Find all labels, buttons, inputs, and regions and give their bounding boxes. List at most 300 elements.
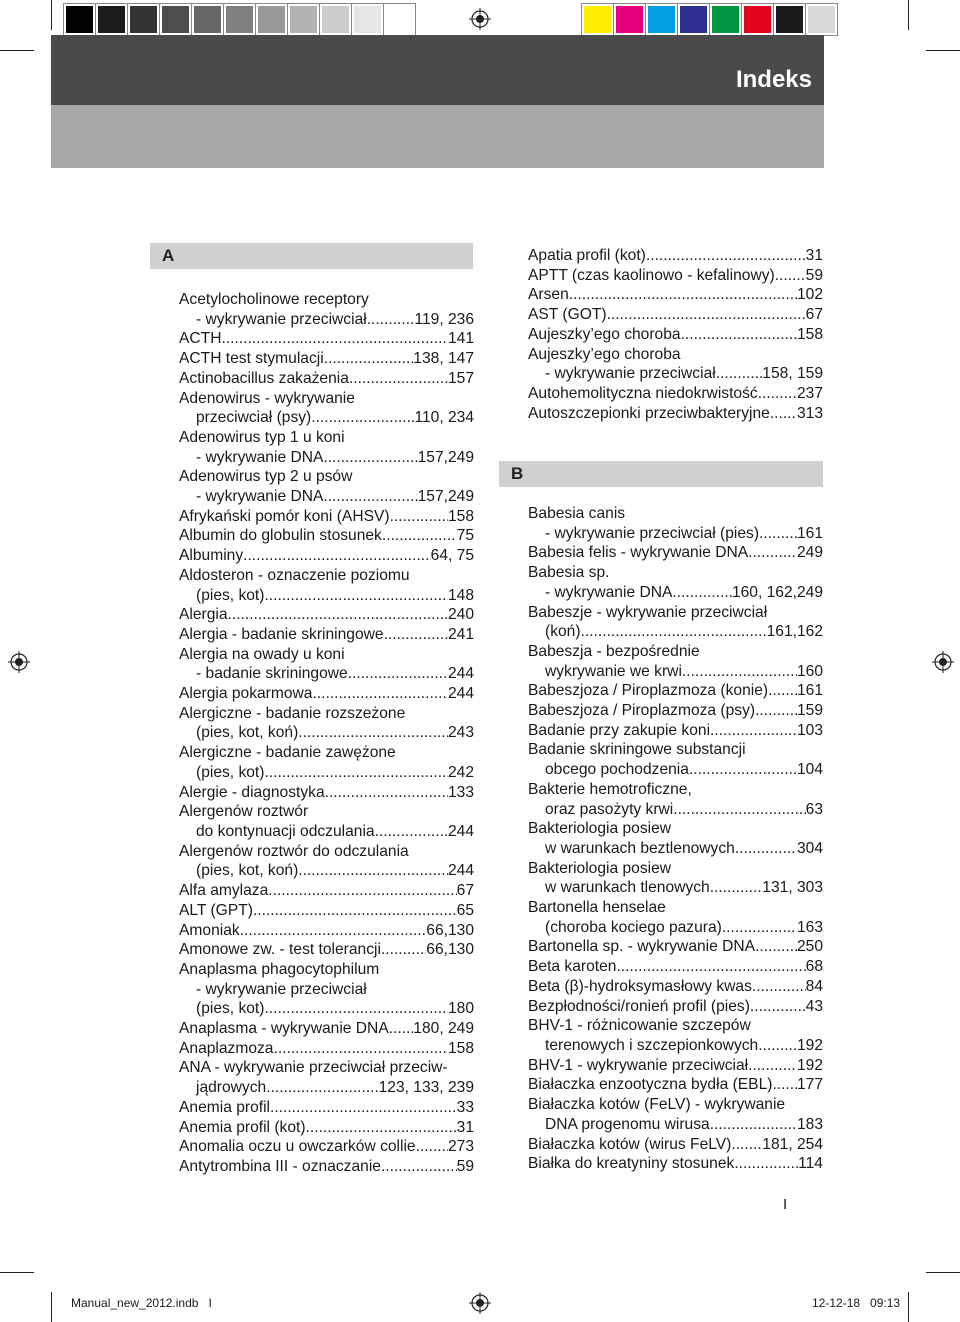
entry-term: Autohemolityczna niedokrwistość [528, 384, 758, 402]
entry-term: Alergiczne - badanie zawężone [179, 744, 396, 762]
entry-page: 148 [447, 586, 474, 604]
entry-term: Alergia na owady u koni [179, 645, 345, 663]
crop-mark [0, 1272, 34, 1273]
entry-page: 114 [798, 1155, 823, 1173]
dot-leader [270, 1098, 457, 1118]
dot-leader [348, 664, 448, 684]
index-entry [528, 1016, 823, 1036]
index-entry [179, 743, 474, 763]
dot-leader [681, 325, 797, 345]
entry-term: (pies, kot) [196, 1000, 265, 1018]
index-entry [179, 842, 474, 862]
dot-leader [775, 266, 806, 286]
entry-page: 123, 133, 239 [378, 1079, 474, 1097]
entry-page: 244 [447, 862, 474, 880]
entry-page: 181, 254 [762, 1135, 823, 1153]
registration-mark-icon [8, 651, 30, 673]
index-entry [179, 861, 474, 881]
index-entry [528, 740, 823, 760]
index-entry [179, 1078, 474, 1098]
entry-term: obcego pochodzenia [545, 761, 689, 779]
color-swatch [352, 4, 383, 35]
page-title: Indeks [735, 66, 812, 93]
dot-leader [325, 783, 448, 803]
index-entry [179, 329, 474, 349]
index-entry [179, 901, 474, 921]
entry-page: 59 [456, 1157, 474, 1175]
dot-leader [389, 1019, 414, 1039]
crop-mark [0, 50, 34, 51]
index-entry [179, 546, 474, 566]
entry-term: Autoszczepionki przeciwbakteryjne [528, 404, 770, 422]
entry-page: 103 [796, 721, 823, 739]
dot-leader [731, 1135, 762, 1155]
entry-term: Arsen [528, 286, 569, 304]
index-entry [528, 1095, 823, 1115]
index-entry [528, 285, 823, 305]
entry-page: 158 [796, 325, 823, 343]
entry-term: (pies, kot) [196, 763, 265, 781]
entry-term: - wykrywanie DNA [545, 583, 673, 601]
entry-term: Amonowe zw. - test tolerancji [179, 941, 381, 959]
entry-term: Badanie przy zakupie koni [528, 721, 711, 739]
entry-page: 244 [447, 685, 474, 703]
index-entry [179, 763, 474, 783]
entry-page: 192 [796, 1036, 823, 1054]
entry-page: 75 [456, 527, 474, 545]
entry-term: Bartonella henselae [528, 899, 666, 917]
dot-leader [228, 605, 448, 625]
index-entry [179, 389, 474, 409]
entry-term: Alfa amylaza [179, 882, 269, 900]
dot-leader [381, 1157, 457, 1177]
entry-term: Albumin do globulin stosunek [179, 527, 382, 545]
index-entry [528, 1115, 823, 1135]
dot-leader [324, 349, 414, 369]
entry-term: Acetylocholinowe receptory [179, 291, 369, 308]
entry-page: 66,130 [426, 941, 474, 959]
entry-term: Anaplasma phagocytophilum [179, 960, 380, 978]
index-entry [528, 246, 823, 266]
color-swatch [710, 4, 741, 35]
entry-term: Bakterie hemotroficzne, [528, 780, 692, 798]
dot-leader [772, 1075, 797, 1095]
dot-leader [390, 507, 448, 527]
footer-file: Manual_new_2012.indb I [71, 1296, 212, 1310]
dot-leader [312, 684, 447, 704]
index-entry [528, 603, 823, 623]
entry-page: 157,249 [417, 488, 474, 506]
index-entry [179, 408, 474, 428]
index-entry [179, 428, 474, 448]
index-entry [179, 980, 474, 1000]
crop-mark [926, 1272, 960, 1273]
header-band [51, 35, 824, 105]
grayscale-color-bar [64, 4, 416, 35]
entry-page: 273 [447, 1138, 474, 1156]
dot-leader [298, 861, 448, 881]
entry-term: Aldosteron - oznaczenie poziomu [179, 566, 410, 584]
header-band-light [51, 105, 824, 168]
entry-term: (pies, kot, koń) [196, 862, 299, 880]
entry-term: Adenowirus typ 1 u koni [179, 428, 345, 446]
index-entry [528, 1075, 823, 1095]
crop-mark [51, 0, 52, 30]
color-swatch [224, 4, 255, 35]
index-entry [179, 664, 474, 684]
index-entry [528, 1154, 823, 1174]
dot-leader [311, 408, 414, 428]
index-entry [179, 349, 474, 369]
entry-page: 183 [796, 1115, 823, 1133]
color-swatch [192, 4, 223, 35]
entry-term: w warunkach tlenowych [545, 879, 710, 897]
index-entry [528, 681, 823, 701]
index-entry [179, 783, 474, 803]
dot-leader [381, 940, 426, 960]
entry-term: Bezpłodności/ronień profil (pies) [528, 997, 750, 1015]
index-entry [528, 364, 823, 384]
entry-term: Babeszja - bezpośrednie [528, 642, 700, 660]
dot-leader [734, 1154, 798, 1174]
registration-mark-icon [932, 651, 954, 673]
dot-leader [384, 625, 448, 645]
entry-term: (pies, kot, koń) [196, 724, 299, 742]
registration-mark-icon [469, 1292, 491, 1314]
cmyk-color-bar [582, 4, 838, 35]
dot-leader [735, 839, 797, 859]
footer-datetime: 12-12-18 09:13 [812, 1296, 901, 1310]
entry-term: Bakteriologia posiew [528, 859, 672, 877]
dot-leader [581, 622, 767, 642]
index-entry [179, 448, 474, 468]
entry-term: Aujeszky’ego choroba [528, 345, 681, 363]
color-swatch [774, 4, 805, 35]
entry-term: Aujeszky’ego choroba [528, 325, 681, 343]
entry-page: 163 [796, 918, 823, 936]
entry-page: 241 [447, 625, 474, 643]
entry-page: 249 [796, 544, 823, 562]
entry-page: 67 [805, 306, 823, 324]
index-entry [179, 723, 474, 743]
index-entry [528, 957, 823, 977]
entry-term: Alergenów roztwór [179, 803, 309, 821]
color-swatch [582, 4, 613, 35]
entry-term: Beta (β)-hydroksymasłowy kwas [528, 977, 752, 995]
entry-page: 102 [796, 286, 823, 304]
dot-leader [349, 369, 448, 389]
dot-leader [755, 701, 797, 721]
color-swatch [96, 4, 127, 35]
index-entry [179, 566, 474, 586]
entry-term: DNA progenomu wirusa [545, 1115, 710, 1133]
index-entry [528, 1056, 823, 1076]
index-entry [528, 1036, 823, 1056]
entry-term: Badanie skriningowe substancji [528, 741, 746, 759]
index-entry [179, 645, 474, 665]
index-entry [528, 622, 823, 642]
index-entry [528, 800, 823, 820]
entry-page: 159 [796, 702, 823, 720]
entry-term: Apatia profil (kot) [528, 247, 646, 264]
entry-page: 160 [796, 662, 823, 680]
entry-term: AST (GOT) [528, 306, 607, 324]
entry-term: Alergia - badanie skriningowe [179, 625, 384, 643]
index-entry [179, 290, 474, 310]
dot-leader [710, 1115, 797, 1135]
entry-page: 192 [796, 1056, 823, 1074]
entry-term: Afrykański pomór koni (AHSV) [179, 507, 390, 525]
entry-page: 158 [447, 507, 474, 525]
index-entry [528, 1135, 823, 1155]
dot-leader [716, 364, 763, 384]
color-swatch [128, 4, 159, 35]
dot-leader [607, 305, 806, 325]
index-entry [179, 940, 474, 960]
entry-term: przeciwciał (psy) [196, 409, 312, 427]
dot-leader [759, 524, 797, 544]
dot-leader [268, 881, 456, 901]
entry-page: 177 [796, 1076, 823, 1094]
entry-page: 133 [447, 783, 474, 801]
entry-term: - wykrywanie DNA [196, 448, 324, 466]
index-entry [528, 977, 823, 997]
entry-term: (choroba kociego pazura) [545, 918, 722, 936]
entry-page: 244 [447, 822, 474, 840]
entry-term: APTT (czas kaolinowo - kefalinowy) [528, 266, 775, 284]
entry-term: Alergia pokarmowa [179, 685, 313, 703]
index-entry [179, 507, 474, 527]
index-entry [179, 487, 474, 507]
color-swatch [614, 4, 645, 35]
entry-page: 63 [805, 800, 823, 818]
dot-leader [416, 1137, 448, 1157]
entry-term: Babeszjoza / Piroplazmoza (konie) [528, 682, 769, 700]
entry-term: BHV-1 - wykrywanie przeciwciał [528, 1056, 749, 1074]
dot-leader [264, 999, 448, 1019]
dot-leader [748, 543, 797, 563]
entry-term: Babesia sp. [528, 564, 610, 582]
index-entry [528, 583, 823, 603]
index-entry [528, 780, 823, 800]
index-entry [179, 822, 474, 842]
color-swatch [646, 4, 677, 35]
dot-leader [266, 1078, 378, 1098]
index-entry [179, 625, 474, 645]
dot-leader [375, 822, 448, 842]
index-entry [179, 960, 474, 980]
entry-page: 68 [805, 958, 823, 976]
entry-page: 157 [447, 369, 474, 387]
dot-leader [616, 957, 805, 977]
page-number: I [783, 1196, 788, 1213]
dot-leader [264, 586, 448, 606]
entry-page: 64, 75 [430, 547, 474, 565]
entry-page: 104 [796, 761, 823, 779]
entry-term: w warunkach beztlenowych [545, 839, 735, 857]
entry-term: - wykrywanie DNA [196, 488, 324, 506]
section-header-a [150, 243, 473, 269]
index-entry [179, 999, 474, 1019]
dot-leader [569, 285, 797, 305]
index-entry [528, 305, 823, 325]
dot-leader [264, 763, 448, 783]
index-entry [179, 1019, 474, 1039]
entry-page: 243 [447, 724, 474, 742]
dot-leader [750, 997, 806, 1017]
dot-leader [768, 681, 797, 701]
index-entry [528, 878, 823, 898]
entry-term: Albuminy [179, 547, 244, 565]
entry-term: - wykrywanie przeciwciał (pies) [545, 524, 760, 542]
dot-leader [367, 310, 415, 330]
entry-term: Anemia profil [179, 1098, 271, 1116]
dot-leader [682, 662, 797, 682]
dot-leader [755, 937, 797, 957]
entry-page: 237 [796, 384, 823, 402]
entry-page: 84 [805, 977, 823, 995]
index-entry [528, 898, 823, 918]
entry-term: - wykrywanie przeciwciał [196, 310, 367, 328]
entry-term: Białaczka kotów (wirus FeLV) [528, 1135, 732, 1153]
entry-page: 66,130 [426, 921, 474, 939]
dot-leader [689, 760, 797, 780]
dot-leader [722, 918, 797, 938]
index-entry [528, 563, 823, 583]
dot-leader [672, 583, 732, 603]
entry-page: 141 [447, 330, 474, 348]
color-swatch [678, 4, 709, 35]
entry-page: 161,162 [766, 623, 823, 641]
entry-page: 33 [456, 1098, 474, 1116]
dot-leader [710, 878, 763, 898]
entry-page: 138, 147 [413, 350, 474, 368]
crop-mark [926, 50, 960, 51]
index-entry [528, 760, 823, 780]
color-swatch [160, 4, 191, 35]
registration-mark-icon [469, 8, 491, 30]
entry-term: Anomalia oczu u owczarków collie [179, 1138, 416, 1156]
dot-leader [710, 721, 797, 741]
entry-term: BHV-1 - różnicowanie szczepów [528, 1017, 751, 1035]
section-header-b [499, 461, 823, 487]
index-entry [179, 1157, 474, 1177]
dot-leader [646, 246, 806, 266]
crop-mark [51, 1292, 52, 1322]
color-swatch [806, 4, 837, 35]
entry-term: jądrowych [196, 1079, 267, 1097]
entry-term: ALT (GPT) [179, 901, 253, 919]
entry-page: 158 [447, 1039, 474, 1057]
entry-page: 43 [805, 997, 823, 1015]
entry-page: 244 [447, 665, 474, 683]
index-entry [528, 662, 823, 682]
index-entry [528, 819, 823, 839]
index-entry [179, 526, 474, 546]
entry-page: 110, 234 [414, 409, 474, 427]
dot-leader [758, 1036, 797, 1056]
entry-page: 157,249 [417, 448, 474, 466]
index-entry [528, 859, 823, 879]
dot-leader [323, 448, 417, 468]
index-entry [179, 921, 474, 941]
dot-leader [306, 1118, 457, 1138]
entry-term: Bartonella sp. - wykrywanie DNA [528, 938, 756, 956]
entry-page: 161 [796, 524, 823, 542]
entry-page: 31 [456, 1118, 474, 1136]
entry-page: 304 [796, 839, 823, 857]
index-entry [179, 467, 474, 487]
entry-term: Alergie - diagnostyka [179, 783, 325, 801]
entry-term: Actinobacillus zakażenia [179, 369, 349, 387]
crop-mark [908, 1292, 909, 1322]
entry-term: Anemia profil (kot) [179, 1118, 306, 1136]
index-column-right-top [528, 246, 823, 423]
entry-term: Białaczka enzootyczna bydła (EBL) [528, 1076, 773, 1094]
entry-term: ANA - wykrywanie przeciwciał przeciw- [179, 1059, 448, 1077]
dot-leader [273, 1039, 447, 1059]
index-column-left [179, 290, 474, 1177]
dot-leader [673, 800, 805, 820]
entry-term: Anaplazmoza [179, 1039, 274, 1057]
index-entry [528, 543, 823, 563]
entry-term: wykrywanie we krwi [545, 662, 682, 680]
entry-term: - wykrywanie przeciwciał [196, 980, 367, 998]
dot-leader [298, 723, 448, 743]
entry-page: 161 [796, 682, 823, 700]
dot-leader [748, 1056, 797, 1076]
index-entry [528, 642, 823, 662]
entry-page: 180, 249 [413, 1020, 474, 1038]
entry-term: Babesia canis [528, 505, 626, 522]
index-entry [179, 1118, 474, 1138]
index-entry [179, 586, 474, 606]
dot-leader [221, 329, 448, 349]
dot-leader [323, 487, 417, 507]
entry-page: 250 [796, 938, 823, 956]
entry-page: 65 [456, 901, 474, 919]
index-entry [528, 839, 823, 859]
index-entry [528, 937, 823, 957]
section-letter: B [511, 464, 524, 483]
entry-term: Białka do kreatyniny stosunek [528, 1155, 735, 1173]
index-entry [528, 918, 823, 938]
entry-term: Beta karoten [528, 958, 617, 976]
index-entry [179, 802, 474, 822]
section-letter: A [162, 246, 175, 265]
entry-term: Babeszje - wykrywanie przeciwciał [528, 603, 768, 621]
entry-term: Alergenów roztwór do odczulania [179, 842, 409, 860]
color-swatch [288, 4, 319, 35]
entry-page: 67 [456, 882, 474, 900]
dot-leader [240, 921, 427, 941]
entry-page: 119, 236 [414, 310, 474, 328]
entry-term: oraz pasożyty krwi [545, 800, 674, 818]
entry-term: do kontynuacji odczulania [196, 822, 375, 840]
index-entry [528, 266, 823, 286]
index-entry [528, 524, 823, 544]
crop-mark [908, 0, 909, 30]
entry-term: ACTH test stymulacji [179, 350, 324, 368]
entry-page: 160, 162,249 [731, 583, 823, 601]
index-entry [179, 605, 474, 625]
index-entry [528, 384, 823, 404]
entry-term: Adenowirus - wykrywanie [179, 389, 355, 407]
dot-leader [752, 977, 806, 997]
index-entry [528, 701, 823, 721]
entry-page: 240 [447, 606, 474, 624]
entry-term: Białaczka kotów (FeLV) - wykrywanie [528, 1096, 786, 1114]
